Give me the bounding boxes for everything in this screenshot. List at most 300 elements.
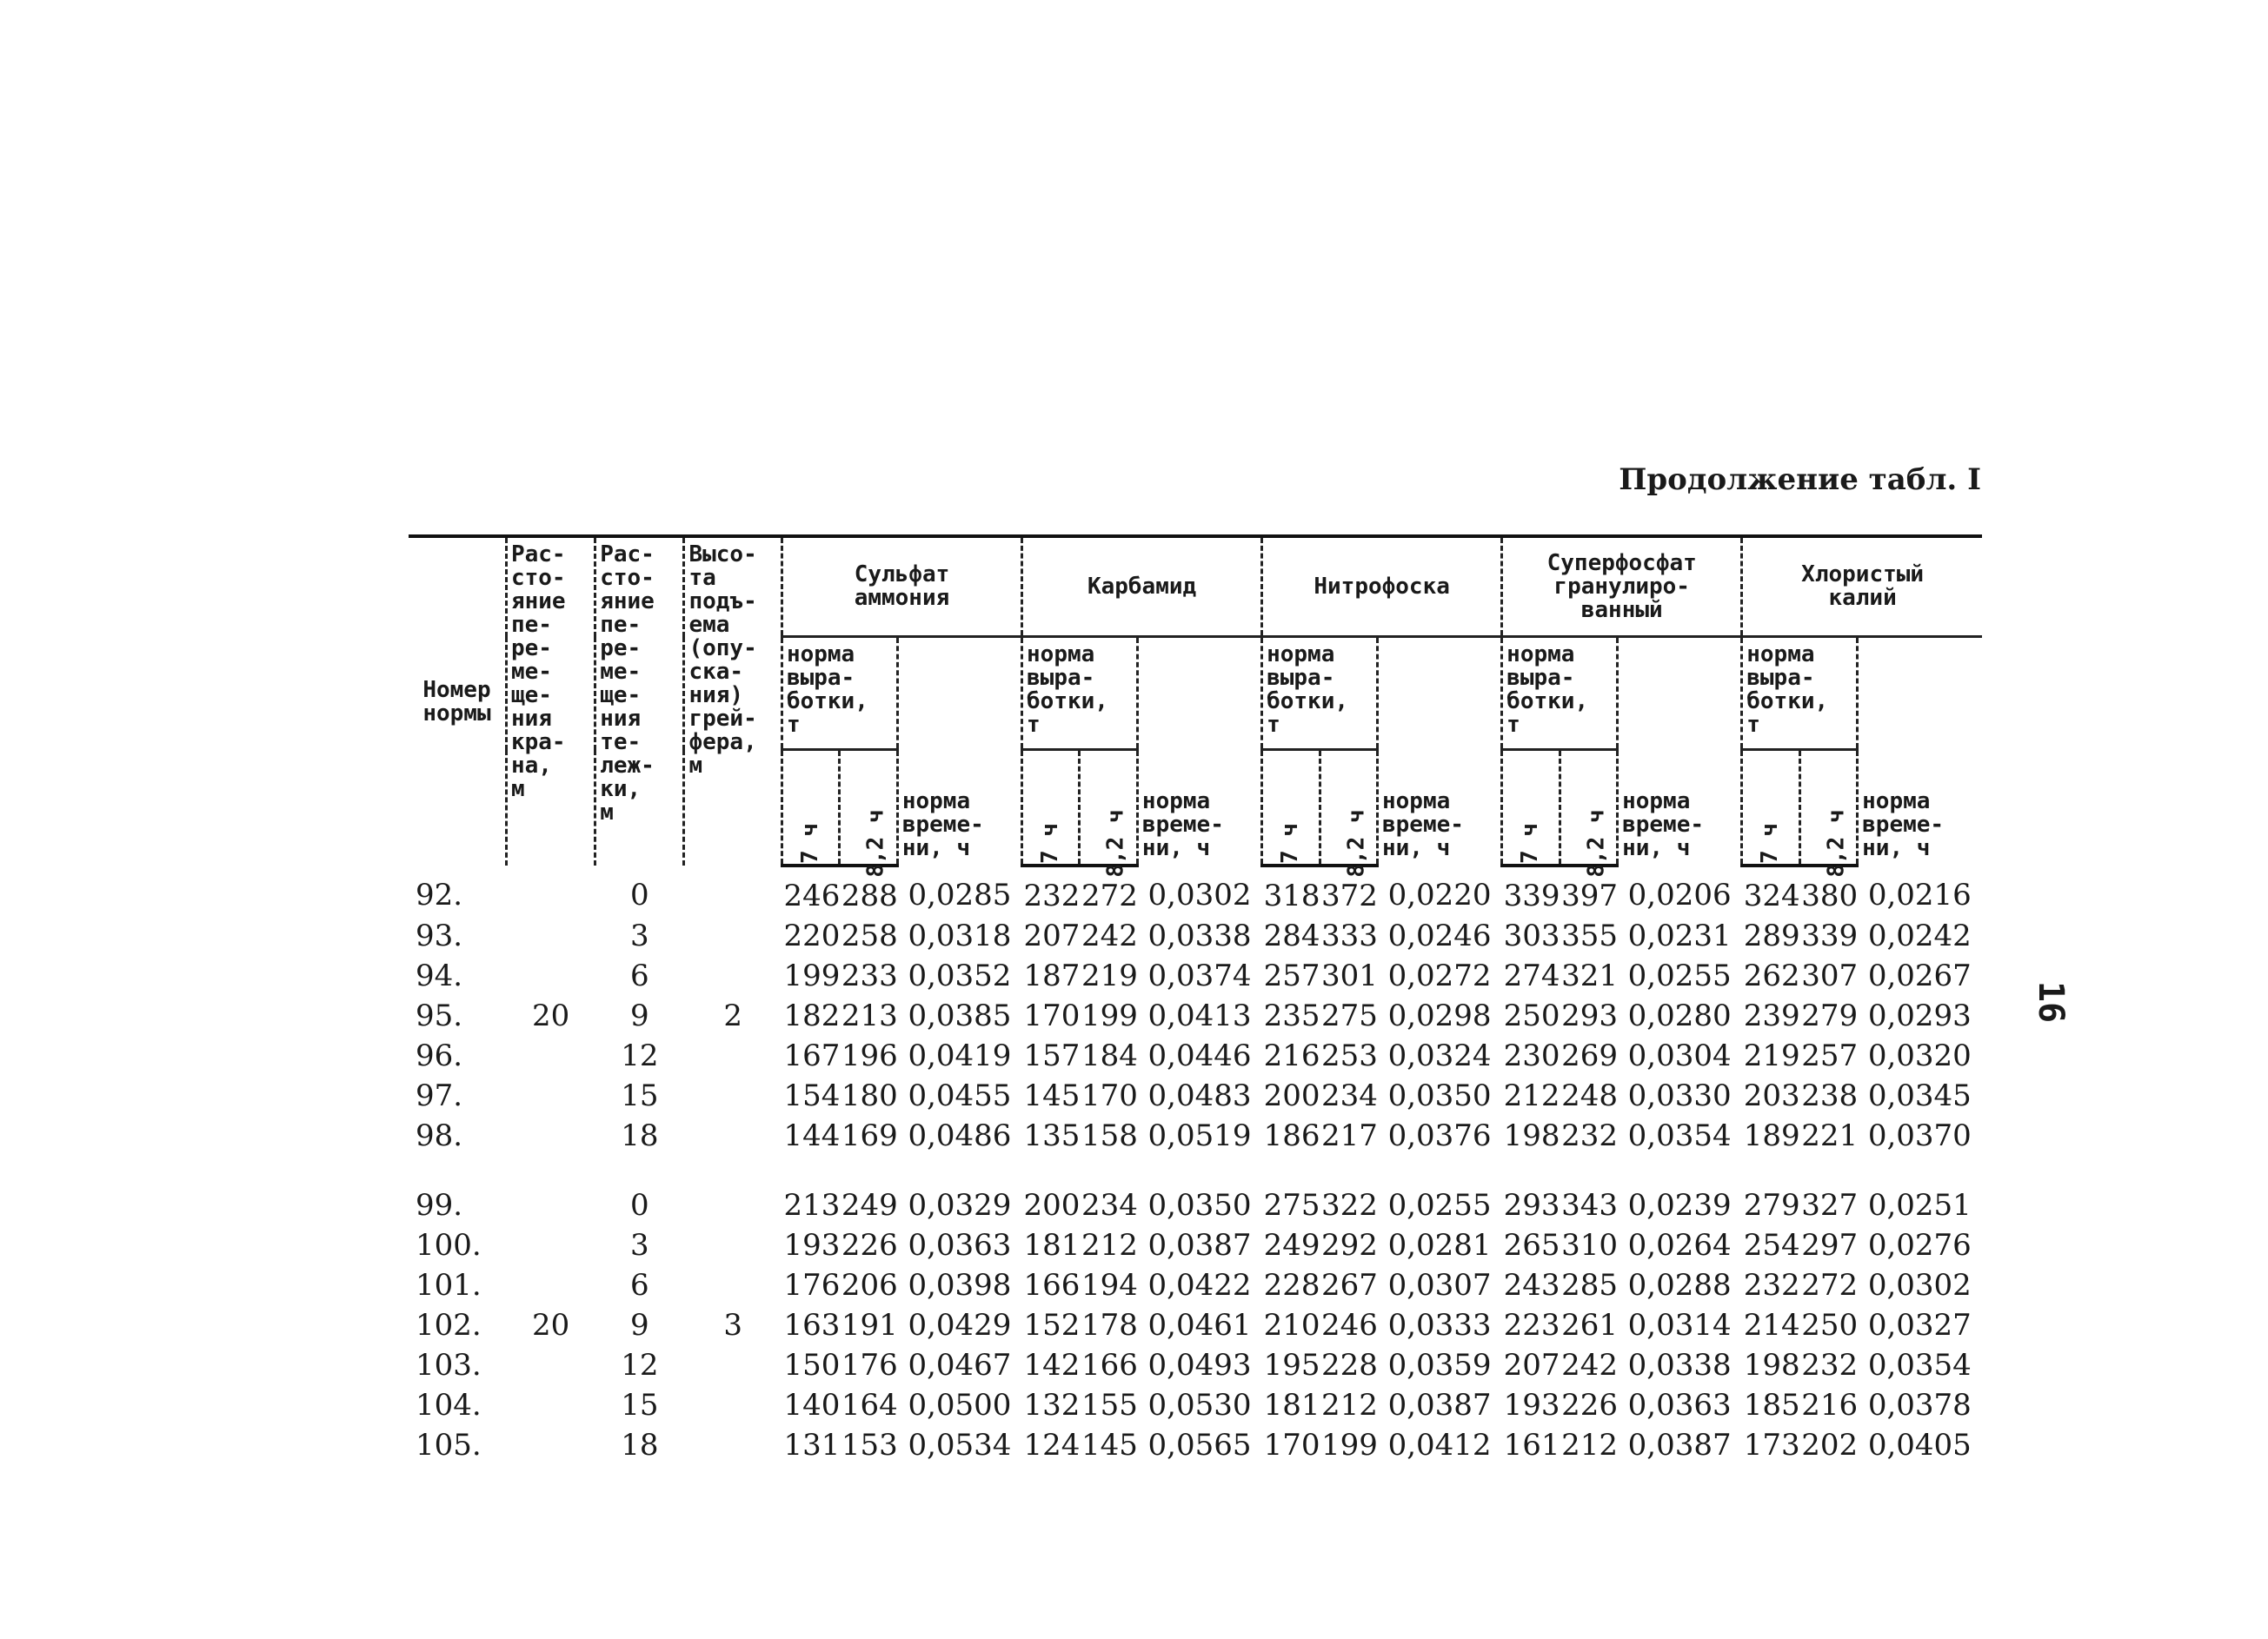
header-output-norm-2: норма выра- ботки, т [1022,637,1138,750]
output-norm-cell: 142 [1023,1348,1081,1383]
time-norm-cell: 0,0285 [908,878,1012,912]
time-norm-cell: 0,0302 [1147,878,1252,912]
trolley-distance-cell: 3 [630,1228,649,1263]
time-norm-cell: 0,0483 [1147,1078,1252,1113]
trolley-distance-cell: 9 [630,999,649,1033]
header-output-norm-1: норма выра- ботки, т [781,637,897,750]
output-norm-cell: 243 [1503,1268,1560,1303]
output-norm-cell: 155 [1081,1388,1138,1423]
header-82h-label: 8,2 ч [863,809,890,878]
output-norm-cell: 257 [1801,1038,1859,1073]
grab-height-cell [684,1225,781,1265]
table-body [409,866,1982,1465]
output-norm-cell: 145 [1081,1428,1138,1463]
time-norm-cell: 0,0419 [908,1038,1012,1073]
output-norm-cell: 261 [1561,1308,1619,1343]
table-row [409,1425,1982,1465]
header-7h-3 [1262,750,1320,866]
output-norm-cell: 213 [841,999,898,1033]
header-7h-2 [1022,750,1080,866]
norms-table [409,534,1982,1465]
grab-height-cell [684,1116,781,1156]
header-group-ammonium-sulfate: Сульфат аммония [781,536,1021,637]
time-norm-cell: 0,0363 [1627,1388,1732,1423]
time-norm-cell: 0,0412 [1387,1428,1492,1463]
trolley-distance-cell: 12 [621,1038,659,1073]
grab-height-cell: 3 [723,1308,743,1343]
output-norm-cell: 397 [1561,879,1619,913]
time-norm-cell: 0,0281 [1387,1228,1492,1263]
table-row [409,1305,1982,1345]
trolley-distance-cell: 0 [630,878,649,912]
header-group-nitrophoska: Нитрофоска [1262,536,1502,637]
header-7h-label: 7 ч [797,823,824,864]
trolley-distance-cell: 18 [621,1428,659,1463]
output-norm-cell: 217 [1321,1118,1378,1153]
header-time-norm-3: норма време- ни, ч [1378,637,1502,866]
output-norm-cell: 157 [1023,1038,1081,1073]
norm-number-cell: 102. [416,1308,482,1343]
output-norm-cell: 124 [1023,1428,1081,1463]
grab-height-cell [684,1425,781,1465]
time-norm-cell: 0,0534 [908,1428,1012,1463]
output-norm-cell: 343 [1561,1188,1619,1223]
output-norm-cell: 173 [1743,1428,1800,1463]
output-norm-cell: 242 [1081,919,1138,953]
crane-distance-cell [506,916,595,956]
output-norm-cell: 257 [1263,959,1320,993]
output-norm-cell: 167 [783,1038,841,1073]
header-82h-2 [1080,750,1137,878]
time-norm-cell: 0,0378 [1867,1388,1972,1423]
output-norm-cell: 248 [1561,1078,1619,1113]
crane-distance-cell [506,956,595,996]
page-number: 16 [2031,980,2072,1024]
output-norm-cell: 301 [1321,959,1378,993]
time-norm-cell: 0,0350 [1147,1188,1252,1223]
output-norm-cell: 246 [1321,1308,1378,1343]
output-norm-cell: 293 [1503,1188,1560,1223]
output-norm-cell: 339 [1801,919,1859,953]
output-norm-cell: 269 [1561,1038,1619,1073]
time-norm-cell: 0,0255 [1387,1188,1492,1223]
header-output-norm-5: норма выра- ботки, т [1742,637,1858,750]
time-norm-cell: 0,0307 [1387,1268,1492,1303]
time-norm-cell: 0,0231 [1627,919,1732,953]
output-norm-cell: 284 [1263,919,1320,953]
time-norm-cell: 0,0370 [1867,1118,1972,1153]
crane-distance-cell: 20 [531,999,570,1033]
output-norm-cell: 150 [783,1348,841,1383]
output-norm-cell: 238 [1801,1078,1859,1113]
grab-height-cell [684,866,781,916]
output-norm-cell: 285 [1561,1268,1619,1303]
output-norm-cell: 232 [1023,879,1081,913]
output-norm-cell: 198 [1503,1118,1560,1153]
grab-height-cell [684,1385,781,1425]
time-norm-cell: 0,0338 [1147,919,1252,953]
norm-number-cell: 98. [416,1118,463,1153]
output-norm-cell: 253 [1321,1038,1378,1073]
time-norm-cell: 0,0280 [1627,999,1732,1033]
time-norm-cell: 0,0320 [1867,1038,1972,1073]
header-grab-height: Высо- та подъ- ема (опу- ска- ния) грей- фера, м [684,536,781,866]
trolley-distance-cell: 15 [621,1078,659,1113]
norms-table-container [409,534,1982,1465]
time-norm-cell: 0,0324 [1387,1038,1492,1073]
table-row [409,1265,1982,1305]
crane-distance-cell [506,1076,595,1116]
output-norm-cell: 289 [1743,919,1800,953]
output-norm-cell: 216 [1801,1388,1859,1423]
trolley-distance-cell: 12 [621,1348,659,1383]
output-norm-cell: 232 [1801,1348,1859,1383]
time-norm-cell: 0,0363 [908,1228,1012,1263]
output-norm-cell: 212 [1503,1078,1560,1113]
header-norm-number: Номер нормы [409,536,506,866]
grab-height-cell [684,1076,781,1116]
trolley-distance-cell: 0 [630,1188,649,1223]
output-norm-cell: 207 [1023,919,1081,953]
output-norm-cell: 203 [1743,1078,1800,1113]
output-norm-cell: 267 [1321,1268,1378,1303]
time-norm-cell: 0,0461 [1147,1308,1252,1343]
crane-distance-cell [506,1116,595,1156]
header-7h-label: 7 ч [1517,823,1544,864]
norm-number-cell: 96. [416,1038,463,1073]
norm-number-cell: 93. [416,919,463,953]
trolley-distance-cell: 18 [621,1118,659,1153]
output-norm-cell: 195 [1263,1348,1320,1383]
output-norm-cell: 184 [1081,1038,1138,1073]
header-time-norm-1: норма време- ни, ч [897,637,1021,866]
header-time-norm-4: норма време- ни, ч [1618,637,1742,866]
output-norm-cell: 187 [1023,959,1081,993]
time-norm-cell: 0,0422 [1147,1268,1252,1303]
norm-number-cell: 99. [416,1188,463,1223]
time-norm-cell: 0,0413 [1147,999,1252,1033]
output-norm-cell: 154 [783,1078,841,1113]
grab-height-cell [684,956,781,996]
header-group-superphosphate: Суперфосфат гранулиро- ванный [1502,536,1742,637]
header-7h-1 [781,750,839,866]
output-norm-cell: 176 [783,1268,841,1303]
header-7h-label: 7 ч [1757,823,1784,864]
header-82h-label: 8,2 ч [1583,809,1610,878]
time-norm-cell: 0,0255 [1627,959,1732,993]
header-7h-4 [1502,750,1560,866]
output-norm-cell: 339 [1503,879,1560,913]
output-norm-cell: 196 [841,1038,898,1073]
time-norm-cell: 0,0220 [1387,878,1492,912]
output-norm-cell: 262 [1743,959,1800,993]
output-norm-cell: 145 [1023,1078,1081,1113]
time-norm-cell: 0,0350 [1387,1078,1492,1113]
output-norm-cell: 210 [1263,1308,1320,1343]
grab-height-cell [684,1345,781,1385]
norm-number-cell: 97. [416,1078,463,1113]
header-7h-label: 7 ч [1277,823,1304,864]
output-norm-cell: 321 [1561,959,1619,993]
time-norm-cell: 0,0359 [1387,1348,1492,1383]
header-82h-1 [840,750,897,878]
header-82h-label: 8,2 ч [1823,809,1850,878]
header-7h-5 [1742,750,1799,866]
output-norm-cell: 272 [1801,1268,1859,1303]
time-norm-cell: 0,0293 [1867,999,1972,1033]
grab-height-cell [684,1265,781,1305]
time-norm-cell: 0,0446 [1147,1038,1252,1073]
output-norm-cell: 355 [1561,919,1619,953]
time-norm-cell: 0,0345 [1867,1078,1972,1113]
grab-height-cell: 2 [723,999,743,1033]
time-norm-cell: 0,0304 [1627,1038,1732,1073]
norm-number-cell: 100. [416,1228,482,1263]
output-norm-cell: 249 [841,1188,898,1223]
output-norm-cell: 199 [1081,999,1138,1033]
output-norm-cell: 178 [1081,1308,1138,1343]
output-norm-cell: 228 [1263,1268,1320,1303]
time-norm-cell: 0,0455 [908,1078,1012,1113]
time-norm-cell: 0,0206 [1627,878,1732,912]
time-norm-cell: 0,0385 [908,999,1012,1033]
time-norm-cell: 0,0429 [908,1308,1012,1343]
time-norm-cell: 0,0216 [1867,878,1972,912]
table-row [409,956,1982,996]
norm-number-cell: 103. [416,1348,482,1383]
time-norm-cell: 0,0239 [1627,1188,1732,1223]
output-norm-cell: 322 [1321,1188,1378,1223]
output-norm-cell: 200 [1023,1188,1081,1223]
output-norm-cell: 219 [1743,1038,1800,1073]
grab-height-cell [684,916,781,956]
output-norm-cell: 169 [841,1118,898,1153]
crane-distance-cell [506,1177,595,1225]
output-norm-cell: 234 [1321,1078,1378,1113]
time-norm-cell: 0,0500 [908,1388,1012,1423]
output-norm-cell: 152 [1023,1308,1081,1343]
trolley-distance-cell: 3 [630,919,649,953]
grab-height-cell [684,1036,781,1076]
output-norm-cell: 324 [1743,879,1800,913]
trolley-distance-cell: 15 [621,1388,659,1423]
table-row [409,916,1982,956]
crane-distance-cell [506,1225,595,1265]
time-norm-cell: 0,0352 [908,959,1012,993]
output-norm-cell: 223 [1503,1308,1560,1343]
norm-number-cell: 92. [416,878,463,912]
output-norm-cell: 242 [1561,1348,1619,1383]
header-group-carbamide: Карбамид [1022,536,1262,637]
norm-number-cell: 95. [416,999,463,1033]
output-norm-cell: 166 [1023,1268,1081,1303]
time-norm-cell: 0,0387 [1147,1228,1252,1263]
output-norm-cell: 303 [1503,919,1560,953]
output-norm-cell: 189 [1743,1118,1800,1153]
output-norm-cell: 265 [1503,1228,1560,1263]
output-norm-cell: 193 [1503,1388,1560,1423]
time-norm-cell: 0,0376 [1387,1118,1492,1153]
header-7h-label: 7 ч [1037,823,1064,864]
header-crane-distance: Рас- сто- яние пе- ре- ме- ще- ния кра- на, м [506,536,595,866]
table-row [409,1116,1982,1156]
output-norm-cell: 213 [783,1188,841,1223]
output-norm-cell: 181 [1023,1228,1081,1263]
time-norm-cell: 0,0327 [1867,1308,1972,1343]
output-norm-cell: 212 [1561,1428,1619,1463]
output-norm-cell: 232 [1743,1268,1800,1303]
output-norm-cell: 310 [1561,1228,1619,1263]
output-norm-cell: 180 [841,1078,898,1113]
output-norm-cell: 194 [1081,1268,1138,1303]
output-norm-cell: 279 [1743,1188,1800,1223]
time-norm-cell: 0,0251 [1867,1188,1972,1223]
table-row [409,996,1982,1036]
table-row [409,1076,1982,1116]
time-norm-cell: 0,0398 [908,1268,1012,1303]
output-norm-cell: 170 [1081,1078,1138,1113]
crane-distance-cell: 20 [531,1308,570,1343]
header-group-potassium-chloride: Хлористый калий [1742,536,1982,637]
norm-number-cell: 104. [416,1388,482,1423]
crane-distance-cell [506,1385,595,1425]
output-norm-cell: 164 [841,1388,898,1423]
output-norm-cell: 274 [1503,959,1560,993]
header-82h-label: 8,2 ч [1103,809,1130,878]
output-norm-cell: 327 [1801,1188,1859,1223]
crane-distance-cell [506,1036,595,1076]
output-norm-cell: 212 [1081,1228,1138,1263]
trolley-distance-cell: 6 [630,959,649,993]
output-norm-cell: 170 [1023,999,1081,1033]
crane-distance-cell [506,1345,595,1385]
header-82h-5 [1799,750,1857,878]
header-time-norm-2: норма време- ни, ч [1137,637,1261,866]
output-norm-cell: 226 [841,1228,898,1263]
table-row [409,1225,1982,1265]
output-norm-cell: 202 [1801,1428,1859,1463]
crane-distance-cell [506,1425,595,1465]
time-norm-cell: 0,0267 [1867,959,1972,993]
time-norm-cell: 0,0272 [1387,959,1492,993]
output-norm-cell: 207 [1503,1348,1560,1383]
output-norm-cell: 170 [1263,1428,1320,1463]
output-norm-cell: 153 [841,1428,898,1463]
table-caption: Продолжение табл. I [1619,462,1981,497]
time-norm-cell: 0,0276 [1867,1228,1972,1263]
output-norm-cell: 372 [1321,879,1378,913]
output-norm-cell: 234 [1081,1188,1138,1223]
output-norm-cell: 185 [1743,1388,1800,1423]
output-norm-cell: 232 [1561,1118,1619,1153]
grab-height-cell [684,1177,781,1225]
crane-distance-cell [506,1265,595,1305]
output-norm-cell: 214 [1743,1308,1800,1343]
time-norm-cell: 0,0530 [1147,1388,1252,1423]
time-norm-cell: 0,0302 [1867,1268,1972,1303]
output-norm-cell: 258 [841,919,898,953]
header-time-norm-5: норма време- ни, ч [1858,637,1982,866]
time-norm-cell: 0,0387 [1627,1428,1732,1463]
header-trolley-distance: Рас- сто- яние пе- ре- ме- ще- ния те- леж- ки, м [595,536,684,866]
time-norm-cell: 0,0493 [1147,1348,1252,1383]
output-norm-cell: 293 [1561,999,1619,1033]
output-norm-cell: 230 [1503,1038,1560,1073]
output-norm-cell: 191 [841,1308,898,1343]
output-norm-cell: 193 [783,1228,841,1263]
output-norm-cell: 292 [1321,1228,1378,1263]
output-norm-cell: 250 [1801,1308,1859,1343]
output-norm-cell: 239 [1743,999,1800,1033]
output-norm-cell: 140 [783,1388,841,1423]
output-norm-cell: 144 [783,1118,841,1153]
time-norm-cell: 0,0486 [908,1118,1012,1153]
output-norm-cell: 272 [1081,879,1138,913]
norm-number-cell: 94. [416,959,463,993]
time-norm-cell: 0,0374 [1147,959,1252,993]
time-norm-cell: 0,0330 [1627,1078,1732,1113]
output-norm-cell: 275 [1263,1188,1320,1223]
norm-number-cell: 105. [416,1428,482,1463]
output-norm-cell: 186 [1263,1118,1320,1153]
output-norm-cell: 135 [1023,1118,1081,1153]
table-row [409,866,1982,916]
crane-distance-cell [506,866,595,916]
time-norm-cell: 0,0298 [1387,999,1492,1033]
time-norm-cell: 0,0387 [1387,1388,1492,1423]
output-norm-cell: 199 [1321,1428,1378,1463]
header-82h-3 [1320,750,1377,878]
output-norm-cell: 275 [1321,999,1378,1033]
time-norm-cell: 0,0314 [1627,1308,1732,1343]
time-norm-cell: 0,0565 [1147,1428,1252,1463]
trolley-distance-cell: 9 [630,1308,649,1343]
output-norm-cell: 158 [1081,1118,1138,1153]
time-norm-cell: 0,0338 [1627,1348,1732,1383]
output-norm-cell: 166 [1081,1348,1138,1383]
output-norm-cell: 228 [1321,1348,1378,1383]
time-norm-cell: 0,0242 [1867,919,1972,953]
output-norm-cell: 333 [1321,919,1378,953]
output-norm-cell: 199 [783,959,841,993]
output-norm-cell: 246 [783,879,841,913]
separator-cell [409,1156,1982,1177]
output-norm-cell: 380 [1801,879,1859,913]
output-norm-cell: 198 [1743,1348,1800,1383]
output-norm-cell: 216 [1263,1038,1320,1073]
time-norm-cell: 0,0354 [1627,1118,1732,1153]
output-norm-cell: 206 [841,1268,898,1303]
output-norm-cell: 212 [1321,1388,1378,1423]
norm-number-cell: 101. [416,1268,482,1303]
time-norm-cell: 0,0405 [1867,1428,1972,1463]
output-norm-cell: 220 [783,919,841,953]
output-norm-cell: 235 [1263,999,1320,1033]
output-norm-cell: 318 [1263,879,1320,913]
header-82h-label: 8,2 ч [1343,809,1370,878]
output-norm-cell: 297 [1801,1228,1859,1263]
output-norm-cell: 132 [1023,1388,1081,1423]
table-row [409,1345,1982,1385]
output-norm-cell: 279 [1801,999,1859,1033]
output-norm-cell: 250 [1503,999,1560,1033]
header-82h-4 [1560,750,1617,878]
output-norm-cell: 182 [783,999,841,1033]
trolley-distance-cell: 6 [630,1268,649,1303]
table-header [409,536,1982,878]
table-row [409,1177,1982,1225]
output-norm-cell: 221 [1801,1118,1859,1153]
